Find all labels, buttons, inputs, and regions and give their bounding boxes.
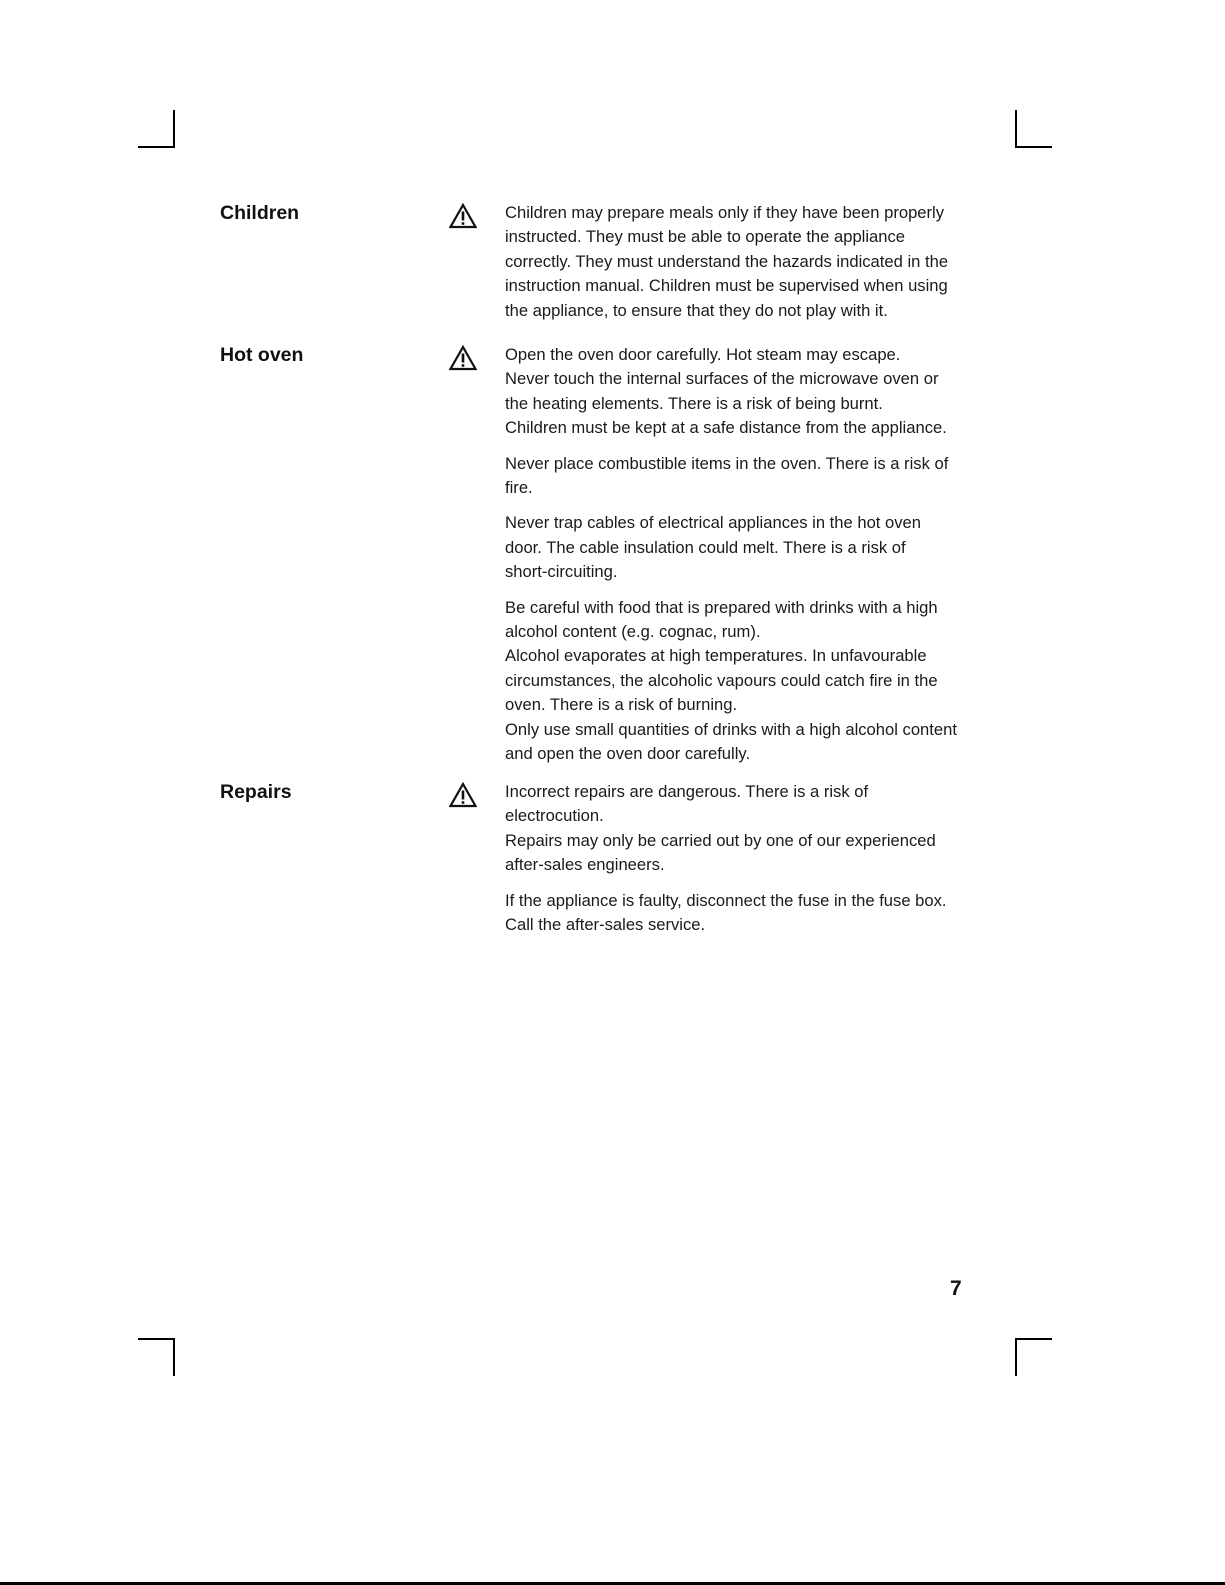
text-line: If the appliance is faulty, disconnect the fuse in the fuse box.	[505, 890, 947, 910]
text-line: after-sales engineers.	[505, 855, 665, 875]
children-text	[505, 201, 975, 323]
text-line: Incorrect repairs are dangerous. There is a risk of	[505, 782, 869, 801]
text-line: the heating elements. There is a risk of being burnt.	[505, 393, 883, 413]
crop-mark-top-right	[1015, 146, 1052, 148]
crop-mark-bottom-right-vertical	[1015, 1338, 1017, 1376]
text-line: fire.	[505, 478, 533, 498]
text-line: door. The cable insulation could melt. There is a risk of	[505, 537, 906, 557]
text-line: Never touch the internal surfaces of the microwave oven or	[505, 369, 939, 389]
warning-triangle-icon	[449, 345, 477, 371]
paragraph	[505, 780, 975, 878]
paragraph	[505, 596, 975, 767]
text-line: the appliance, to ensure that they do not play with it.	[505, 300, 888, 320]
text-line: electrocution.	[505, 806, 604, 826]
text-line: Only use small quantities of drinks with a high alcohol content	[505, 719, 957, 739]
text-line: Children may prepare meals only if they have been properly	[505, 203, 945, 222]
text-line: Children must be kept at a safe distance from the appliance.	[505, 418, 947, 438]
text-line: alcohol content (e.g. cognac, rum).	[505, 622, 761, 642]
section-heading-hot-oven: Hot oven	[220, 344, 304, 366]
text-line: Call the after-sales service.	[505, 915, 706, 935]
crop-mark-bottom-right	[1015, 1338, 1052, 1340]
section-heading-repairs: Repairs	[220, 781, 292, 803]
text-line: Open the oven door carefully. Hot steam may escape.	[505, 345, 901, 364]
text-line: instructed. They must be able to operate the appliance	[505, 227, 906, 247]
warning-triangle-icon	[449, 782, 477, 808]
text-line: instruction manual. Children must be supervised when using	[505, 276, 948, 296]
text-line: Never place combustible items in the oven. There is a risk of	[505, 453, 949, 473]
repairs-text	[505, 780, 975, 937]
crop-mark-top-left	[138, 146, 175, 148]
paragraph	[505, 452, 975, 501]
text-line: Alcohol evaporates at high temperatures. In unfavourable	[505, 646, 927, 666]
page-number: 7	[950, 1277, 962, 1300]
text-line: oven. There is a risk of burning.	[505, 695, 738, 715]
crop-mark-top-left-vertical	[173, 110, 175, 147]
section-heading-children: Children	[220, 202, 300, 224]
crop-mark-top-right-vertical	[1015, 110, 1017, 147]
text-line: Never trap cables of electrical appliances in the hot oven	[505, 513, 922, 533]
text-line: Be careful with food that is prepared with drinks with a high	[505, 597, 938, 617]
text-line: Repairs may only be carried out by one of our experienced	[505, 830, 936, 850]
paragraph	[505, 201, 975, 323]
crop-mark-bottom-left	[138, 1338, 175, 1340]
text-line: and open the oven door carefully.	[505, 744, 751, 764]
paragraph	[505, 343, 975, 441]
crop-mark-bottom-left-vertical	[173, 1338, 175, 1376]
paragraph	[505, 511, 975, 584]
text-line: short-circuiting.	[505, 562, 618, 582]
hot-oven-text	[505, 343, 975, 767]
text-line: circumstances, the alcoholic vapours could catch fire in the	[505, 670, 938, 690]
text-line: correctly. They must understand the hazards indicated in the	[505, 251, 949, 271]
warning-triangle-icon	[449, 203, 477, 229]
paragraph	[505, 889, 975, 938]
